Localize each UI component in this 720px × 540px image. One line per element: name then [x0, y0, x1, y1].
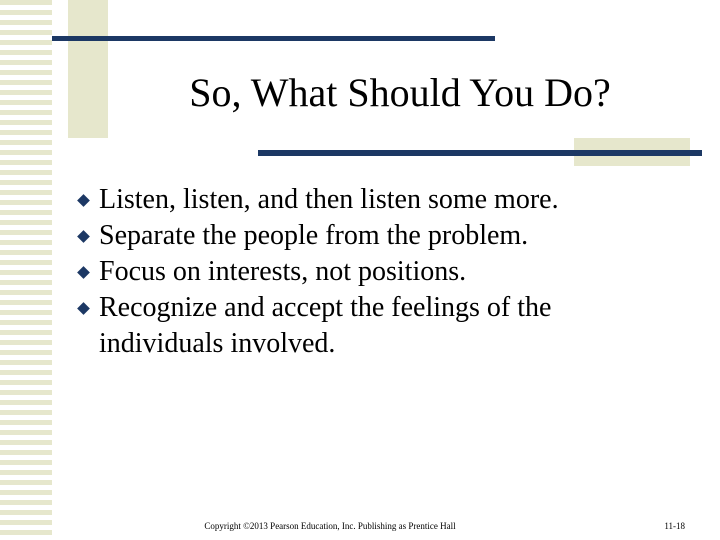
footer-copyright-text: Copyright ©2013 Pearson Education, Inc. Publishing as Prentice Hall	[204, 521, 456, 531]
bullet-list	[77, 182, 677, 362]
diamond-bullet-icon	[77, 302, 90, 315]
bullet-text: Listen, listen, and then listen some more.	[99, 184, 559, 215]
top-decorative-block	[68, 0, 108, 138]
top-decorative-line	[52, 36, 495, 41]
left-striped-margin	[0, 0, 52, 540]
title-underline	[258, 150, 702, 156]
bullet-text: Focus on interests, not positions.	[99, 256, 467, 287]
bullet-text: Recognize and accept the feelings of the individuals involved.	[99, 292, 552, 359]
bullet-item	[77, 290, 677, 362]
footer-copyright	[0, 521, 690, 532]
diamond-bullet-icon	[77, 266, 90, 279]
bullet-text: Separate the people from the problem.	[99, 220, 529, 251]
slide-title: So, What Should You Do?	[189, 70, 611, 115]
diamond-bullet-icon	[77, 194, 90, 207]
page-number: 11-18	[664, 521, 685, 531]
bullet-item	[77, 218, 677, 254]
bullet-item	[77, 254, 677, 290]
diamond-bullet-icon	[77, 230, 90, 243]
bullet-item	[77, 182, 677, 218]
